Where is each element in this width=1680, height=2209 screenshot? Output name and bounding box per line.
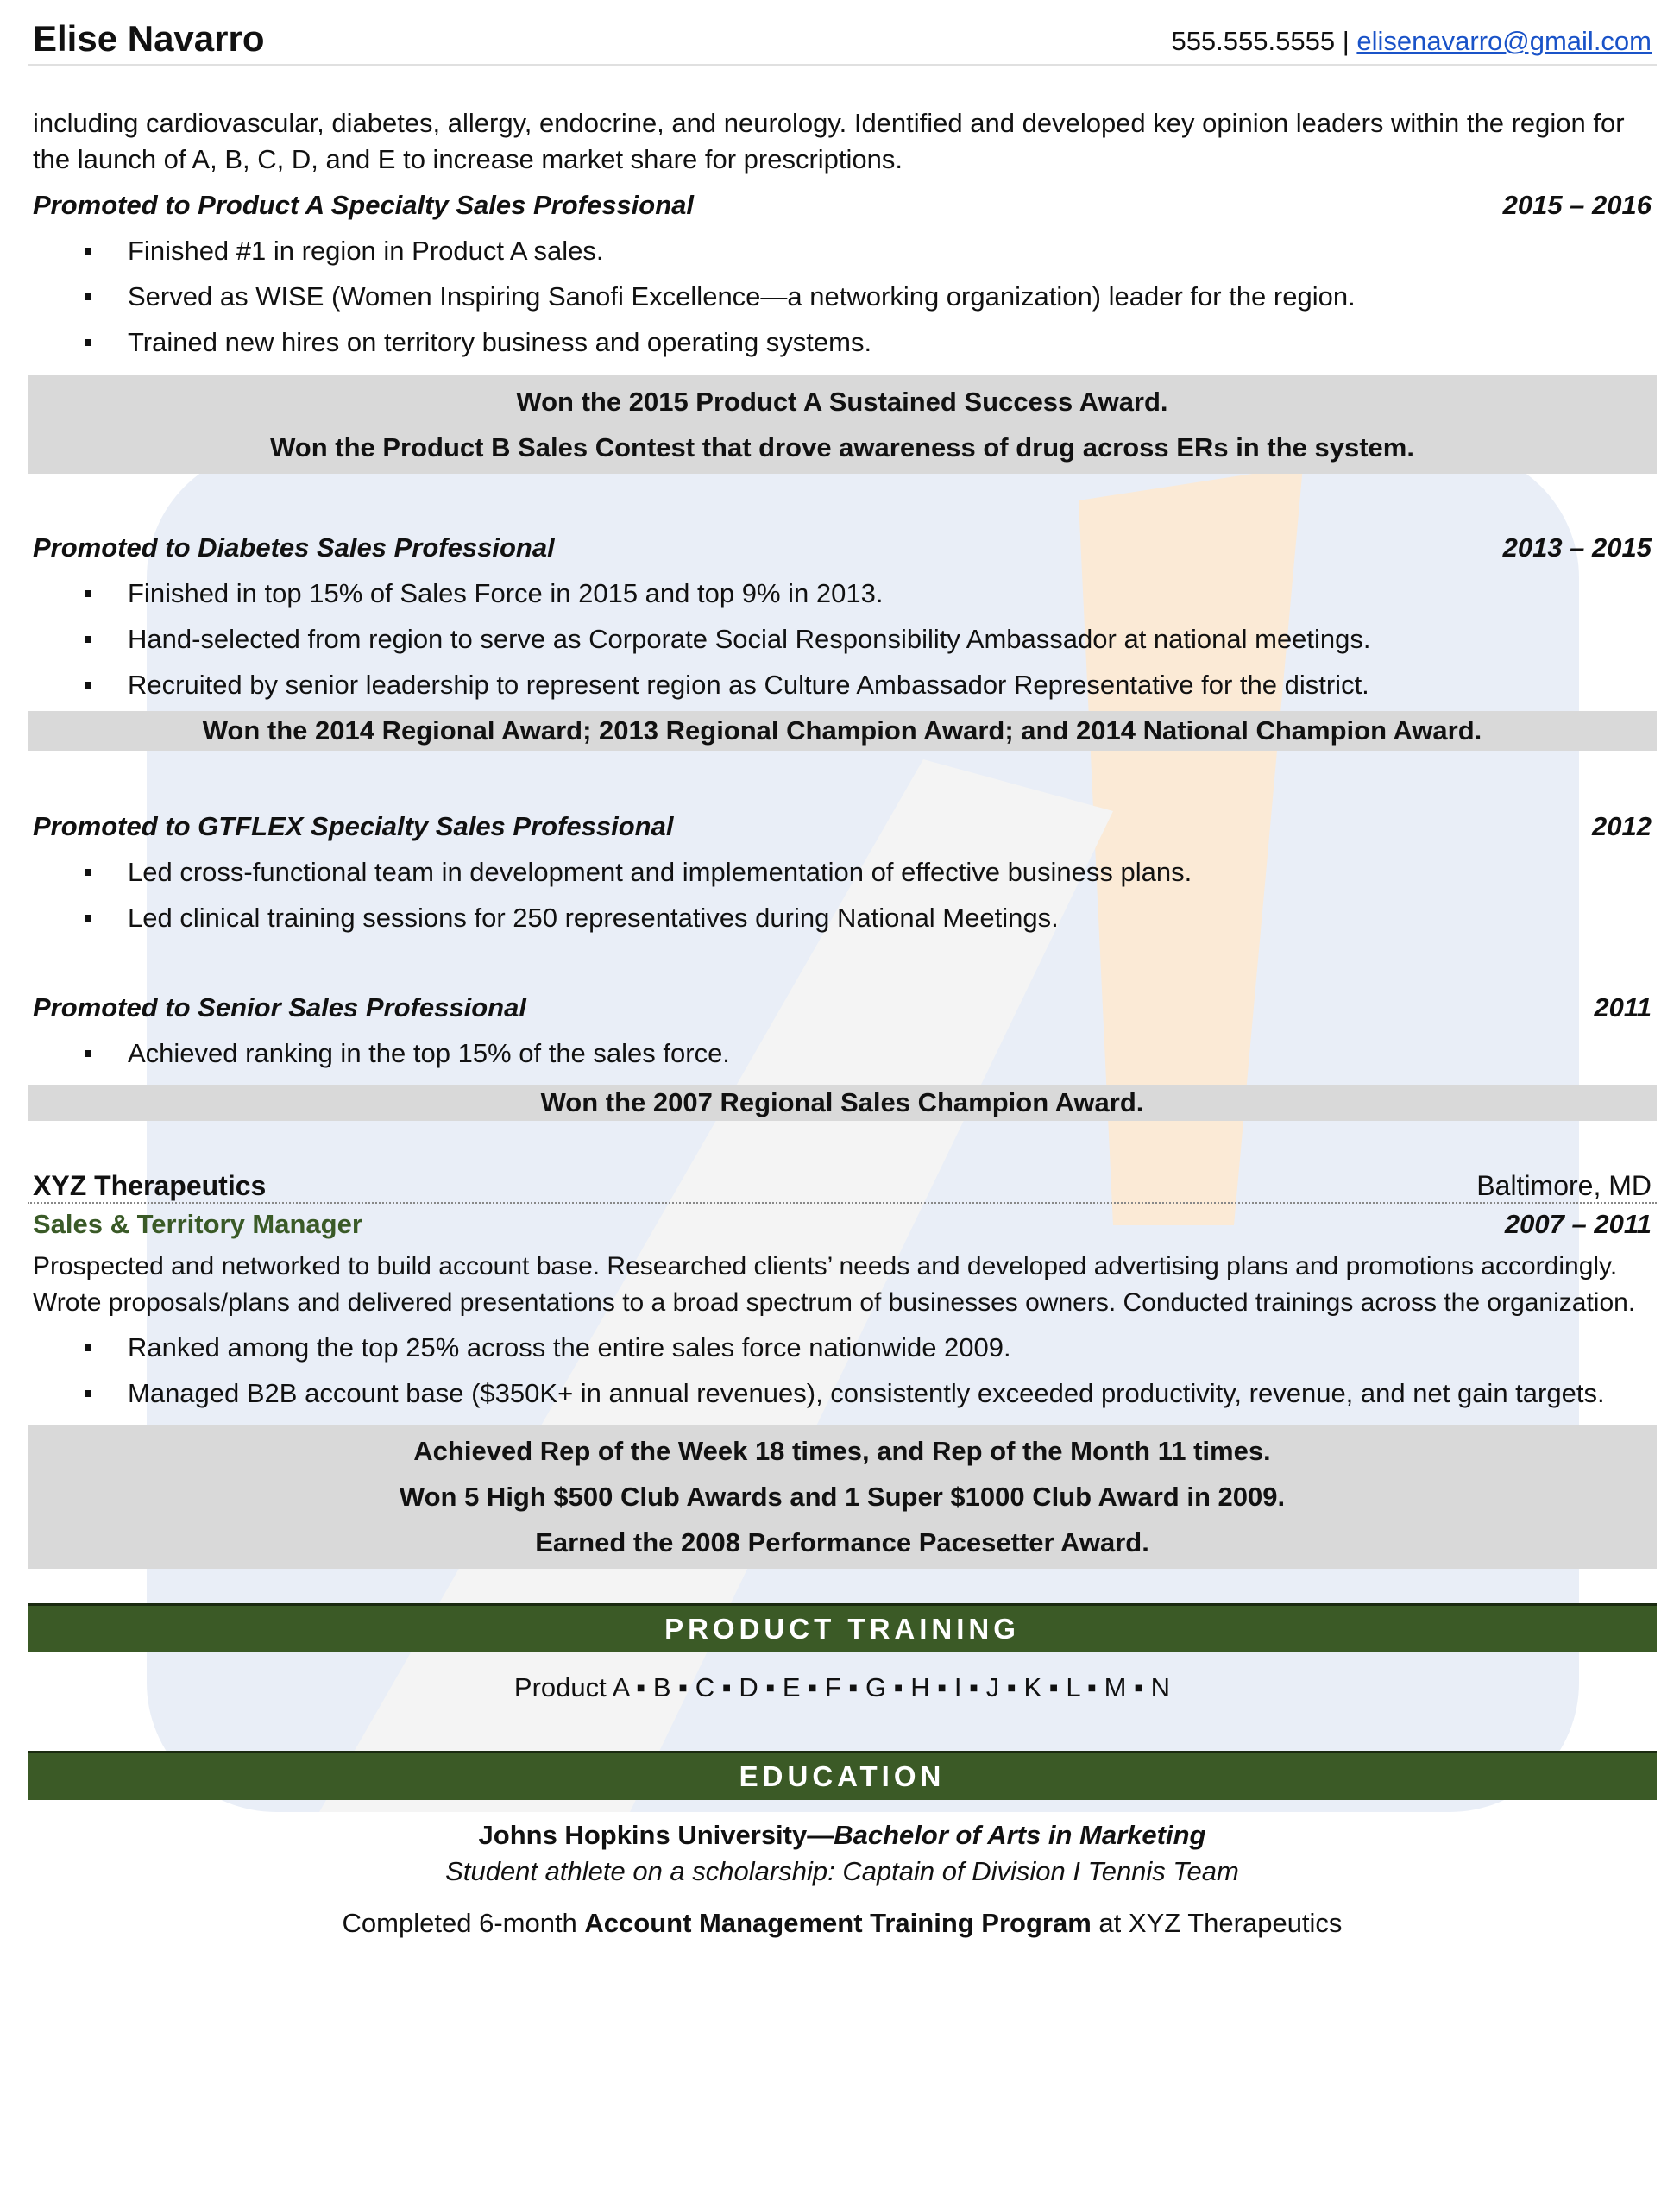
company-header <box>28 1159 1657 1204</box>
list-item: Served as WISE (Women Inspiring Sanofi Excellence—a networking organization) leader for the region. <box>85 274 1657 319</box>
intro-paragraph: including cardiovascular, diabetes, allergy, endocrine, and neurology. Identified and developed key opinion leaders within the region for the launch of A, B, C, D, and E to increase market share for prescriptions. <box>33 108 1625 174</box>
list-item: Trained new hires on territory business and operating systems. <box>85 319 1657 365</box>
training-suffix: at XYZ Therapeutics <box>1098 1908 1343 1938</box>
achievement-list <box>28 1325 1657 1416</box>
achievement-list <box>28 228 1657 365</box>
award-highlight-box <box>28 1425 1657 1569</box>
list-item: Led clinical training sessions for 250 representatives during National Meetings. <box>85 895 1657 941</box>
email-link[interactable]: elisenavarro@gmail.com <box>1356 26 1652 56</box>
company-block <box>28 1159 1657 1569</box>
achievement-list <box>28 849 1657 941</box>
award-line: Won the 2015 Product A Sustained Success Award. <box>516 387 1168 417</box>
role-header <box>28 526 1657 570</box>
phone-number: 555.555.5555 <box>1171 26 1336 56</box>
school-name: Johns Hopkins University— <box>478 1820 834 1850</box>
resume-header <box>28 0 1657 66</box>
job-description: Prospected and networked to build account base. Researched clients’ needs and developed advertising plans and promotions accordingly. Wrote proposals/plans and delivered presentations to a broad spectrum of businesses owners. Conducted trainings across the organization. <box>33 1252 1636 1317</box>
list-item: Achieved ranking in the top 15% of the sales force. <box>85 1030 1657 1076</box>
training-program-name: Account Management Training Program <box>584 1908 1092 1938</box>
candidate-name: Elise Navarro <box>33 18 265 59</box>
degree: Bachelor of Arts in Marketing <box>834 1820 1206 1850</box>
role-dates: 2015 – 2016 <box>1502 190 1652 220</box>
list-item: Finished #1 in region in Product A sales. <box>85 228 1657 274</box>
award-line: Won the 2014 Regional Award; 2013 Regional Champion Award; and 2014 National Champion Award. <box>202 715 1482 746</box>
role-block <box>28 804 1657 941</box>
job-title: Sales & Territory Manager <box>33 1209 362 1239</box>
role-header <box>28 804 1657 849</box>
education-entry <box>28 1817 1657 1853</box>
role-title: Promoted to Product A Specialty Sales Professional <box>33 190 695 220</box>
contact-separator: | <box>1342 26 1350 56</box>
job-title-row <box>28 1204 1657 1245</box>
section-heading-education: EDUCATION <box>28 1751 1657 1800</box>
role-title: Promoted to Diabetes Sales Professional <box>33 532 555 563</box>
award-line: Won the 2007 Regional Sales Champion Award. <box>540 1087 1144 1117</box>
section-heading-product-training: PRODUCT TRAINING <box>28 1603 1657 1652</box>
role-dates: 2013 – 2015 <box>1502 532 1652 563</box>
list-item: Led cross-functional team in development and implementation of effective business plans. <box>85 849 1657 895</box>
award-highlight-box <box>28 1085 1657 1121</box>
role-header <box>28 985 1657 1030</box>
list-item: Ranked among the top 25% across the entire sales force nationwide 2009. <box>85 1325 1657 1370</box>
role-title: Promoted to Senior Sales Professional <box>33 992 526 1023</box>
role-block <box>28 985 1657 1121</box>
company-location: Baltimore, MD <box>1476 1170 1652 1201</box>
role-header <box>28 183 1657 228</box>
role-title: Promoted to GTFLEX Specialty Sales Professional <box>33 811 674 841</box>
award-highlight-box <box>28 711 1657 751</box>
contact-info <box>1171 26 1652 64</box>
education-note: Student athlete on a scholarship: Captain of Division I Tennis Team <box>445 1856 1239 1886</box>
award-line: Won the Product B Sales Contest that drove awareness of drug across ERs in the system. <box>270 432 1414 463</box>
job-dates: 2007 – 2011 <box>1504 1209 1652 1239</box>
role-dates: 2012 <box>1592 811 1652 841</box>
role-block <box>28 183 1657 474</box>
achievement-list <box>28 1030 1657 1076</box>
list-item: Managed B2B account base ($350K+ in annual revenues), consistently exceeded productivity, revenue, and net gain targets. <box>85 1370 1657 1416</box>
list-item: Finished in top 15% of Sales Force in 2015 and top 9% in 2013. <box>85 570 1657 616</box>
training-prefix: Completed 6-month <box>342 1908 577 1938</box>
training-program <box>28 1905 1657 1942</box>
award-line: Won 5 High $500 Club Awards and 1 Super $1000 Club Award in 2009. <box>399 1482 1286 1512</box>
award-highlight-box <box>28 375 1657 474</box>
role-block <box>28 526 1657 751</box>
company-name: XYZ Therapeutics <box>33 1170 267 1201</box>
list-item: Hand-selected from region to serve as Corporate Social Responsibility Ambassador at national meetings. <box>85 616 1657 662</box>
list-item: Recruited by senior leadership to represent region as Culture Ambassador Representative for the district. <box>85 662 1657 708</box>
product-training-list: Product A ▪ B ▪ C ▪ D ▪ E ▪ F ▪ G ▪ H ▪ I ▪ J ▪ K ▪ L ▪ M ▪ N <box>513 1672 1171 1702</box>
award-line: Achieved Rep of the Week 18 times, and Rep of the Month 11 times. <box>413 1436 1271 1466</box>
role-dates: 2011 <box>1594 992 1652 1023</box>
achievement-list <box>28 570 1657 708</box>
award-line: Earned the 2008 Performance Pacesetter Award. <box>535 1527 1149 1558</box>
